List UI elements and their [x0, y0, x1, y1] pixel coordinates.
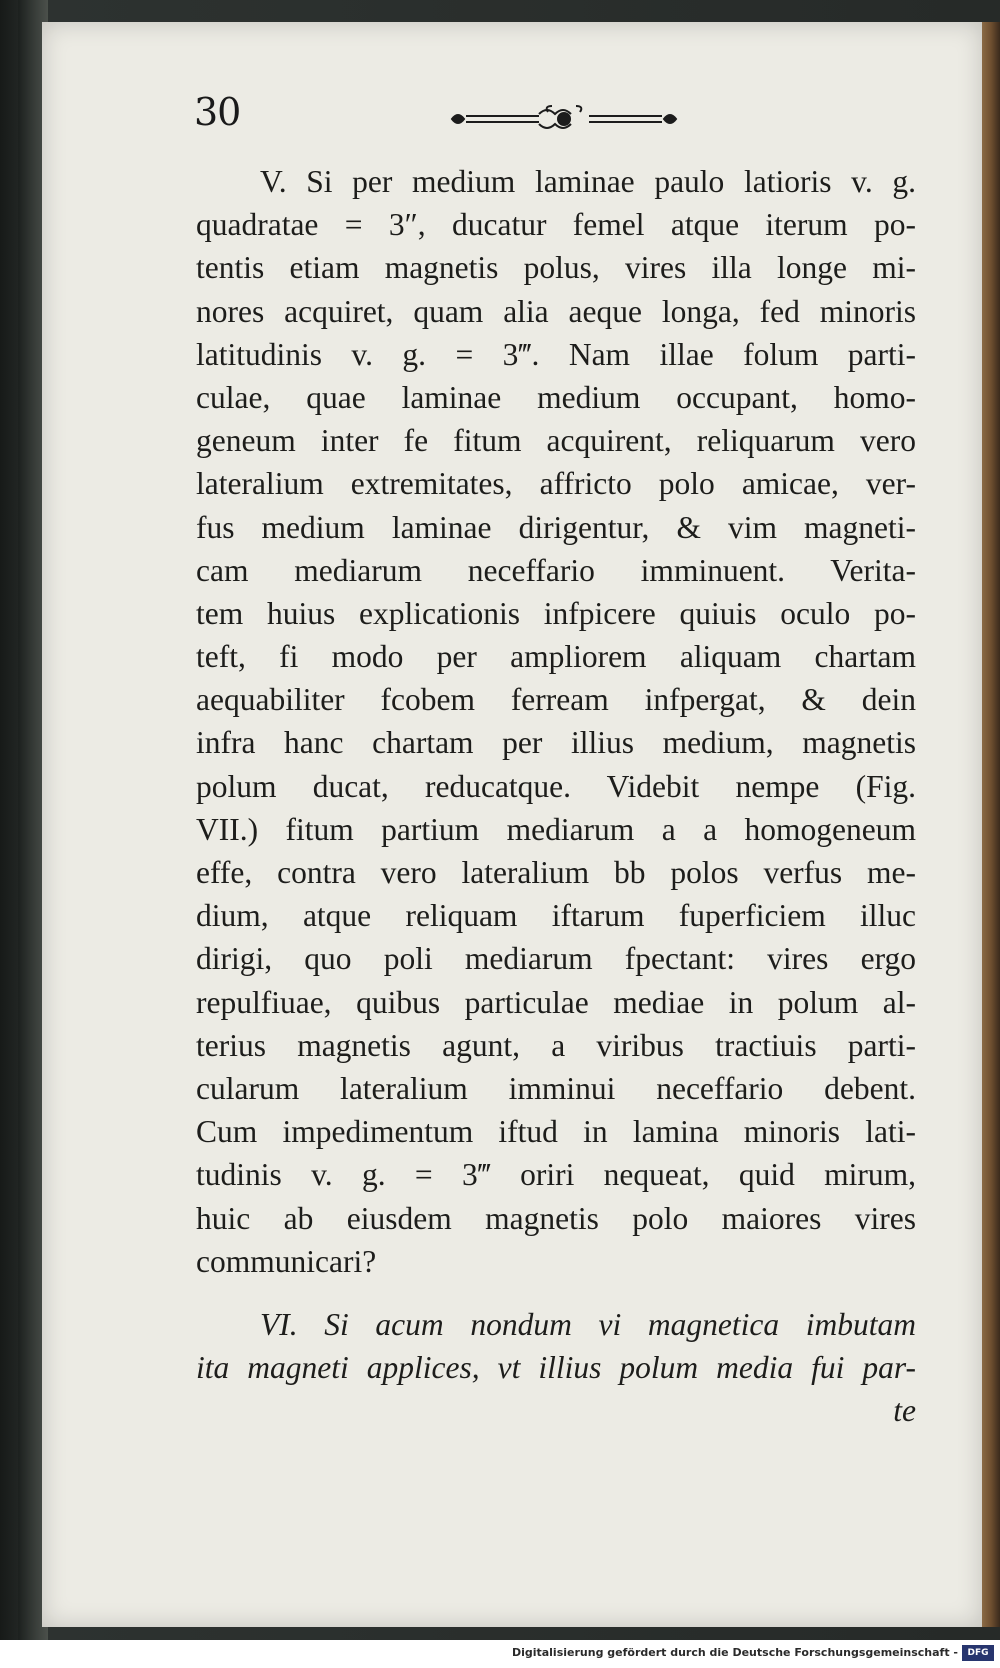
dfg-logo-icon: DFG	[962, 1645, 994, 1661]
text-line: quadratae = 3″, ducatur femel atque iterum po-	[196, 207, 916, 243]
text-line: dium, atque reliquam iftarum fuperficiem illuc	[196, 898, 916, 934]
text-line: tem huius explicationis infpicere quiuis oculo po-	[196, 595, 916, 631]
text-line: geneum inter fe fitum acquirent, reliquarum vero	[196, 423, 916, 459]
text-line: latitudinis v. g. = 3‴. Nam illae folum parti-	[196, 336, 916, 372]
page-header	[194, 90, 934, 150]
text-line: VI. Si acum nondum vi magnetica imbutam	[260, 1306, 916, 1342]
decorative-header-ornament-icon	[444, 104, 684, 134]
book-right-edge	[982, 22, 1000, 1627]
text-line: fus medium laminae dirigentur, & vim magneti-	[196, 509, 916, 545]
text-line: culae, quae laminae medium occupant, homo-	[196, 379, 916, 415]
text-line: tentis etiam magnetis polus, vires illa longe mi-	[196, 250, 916, 286]
digitization-footer	[0, 1640, 1000, 1668]
body-text	[196, 160, 916, 1432]
catchword: te	[893, 1393, 916, 1429]
paragraph-v	[196, 160, 916, 1283]
text-line: V. Si per medium laminae paulo latioris v. g.	[260, 164, 916, 199]
text-line: polum ducat, reducatque. Videbit nempe (Fig.	[196, 768, 916, 804]
text-line: huic ab eiusdem magnetis polo maiores vires	[196, 1200, 916, 1236]
text-line: infra hanc chartam per illius medium, magnetis	[196, 725, 916, 761]
text-line: communicari?	[196, 1243, 377, 1279]
text-line: ita magneti applices, vt illius polum media fui par-	[196, 1350, 916, 1386]
text-line: aequabiliter fcobem ferream infpergat, & dein	[196, 682, 916, 718]
funding-credit: Digitalisierung gefördert durch die Deutsche Forschungsgemeinschaft -	[511, 1646, 958, 1659]
text-line: dirigi, quo poli mediarum fpectant: vires ergo	[196, 941, 916, 977]
text-line: lateralium extremitates, affricto polo amicae, ver-	[196, 466, 916, 502]
paragraph-gap	[196, 1283, 916, 1303]
paragraph-vi	[196, 1303, 916, 1433]
text-line: terius magnetis agunt, a viribus tractiuis parti-	[196, 1027, 916, 1063]
text-line: VII.) fitum partium mediarum a a homogeneum	[196, 811, 916, 847]
text-line: Cum impedimentum iftud in lamina minoris lati-	[196, 1114, 916, 1150]
text-line: cularum lateralium imminui neceffario debent.	[196, 1070, 916, 1106]
text-line: tudinis v. g. = 3‴ oriri nequeat, quid mirum,	[196, 1157, 916, 1193]
text-line: repulfiuae, quibus particulae mediae in polum al-	[196, 984, 916, 1020]
text-line: teft, fi modo per ampliorem aliquam chartam	[196, 639, 916, 675]
text-line: nores acquiret, quam alia aeque longa, fed minoris	[196, 293, 916, 329]
page-number: 30	[194, 90, 241, 134]
text-line: effe, contra vero lateralium bb polos verfus me-	[196, 855, 916, 890]
text-line: cam mediarum neceffario imminuent. Verita-	[196, 552, 916, 588]
